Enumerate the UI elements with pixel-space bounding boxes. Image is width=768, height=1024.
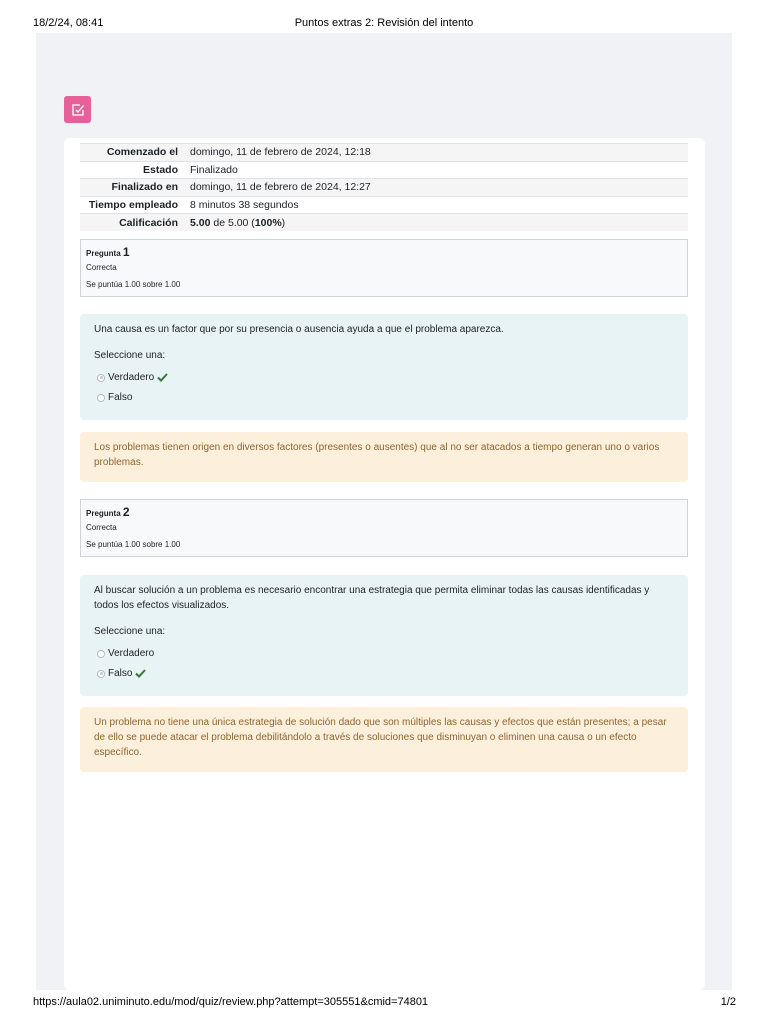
attempt-summary-table <box>80 143 688 231</box>
radio-button[interactable] <box>97 374 105 382</box>
feedback-text: Los problemas tienen origen en diversos factores (presentes o ausentes) que al no ser atacados a tiempo generan uno o varios problemas. <box>94 442 660 468</box>
summary-value: Finalizado <box>184 161 688 179</box>
general-feedback <box>80 432 688 482</box>
summary-label: Comenzado el <box>80 144 184 162</box>
summary-row <box>80 144 688 162</box>
grade-end: ) <box>281 216 286 229</box>
question-formulation <box>80 575 688 696</box>
answer-label: Verdadero <box>108 648 155 659</box>
question-number <box>86 245 130 259</box>
question-grade: Se puntúa 1.00 sobre 1.00 <box>86 540 181 549</box>
print-header <box>0 15 768 31</box>
summary-label: Estado <box>80 161 184 179</box>
answer-label: Verdadero <box>108 372 155 383</box>
page-number: 1/2 <box>720 996 736 1008</box>
feedback-text: Un problema no tiene una única estrategia de solución dado que son múltiples las causas y efectos que están presentes; a pesar de ello se puede atacar el problema debilitándolo a través de soluciones que disminuyan o eliminen una causa o un efecto específico. <box>94 717 667 758</box>
checkbox-edit-icon <box>71 103 85 117</box>
answer-label: Falso <box>108 668 133 679</box>
question-number-value: 1 <box>122 245 130 259</box>
grade-middle: de 5.00 ( <box>210 216 255 229</box>
document-title: Puntos extras 2: Revisión del intento <box>294 17 474 29</box>
summary-row <box>80 179 688 197</box>
answer-option-false[interactable] <box>97 668 146 679</box>
general-feedback <box>80 707 688 772</box>
question-state: Correcta <box>86 263 117 272</box>
summary-row <box>80 161 688 179</box>
question-state: Correcta <box>86 523 117 532</box>
summary-value: domingo, 11 de febrero de 2024, 12:18 <box>184 144 688 162</box>
answer-prompt: Seleccione una: <box>94 626 166 637</box>
radio-button[interactable] <box>97 394 105 402</box>
question-info <box>80 239 688 297</box>
radio-button[interactable] <box>97 670 105 678</box>
print-date: 18/2/24, 08:41 <box>33 17 104 29</box>
summary-label: Tiempo empleado <box>80 196 184 214</box>
summary-row-grade <box>80 214 688 231</box>
question-number <box>86 505 130 519</box>
summary-value: 8 minutos 38 segundos <box>184 196 688 214</box>
question-text: Al buscar solución a un problema es necesario encontrar una estrategia que permita eliminar todas las causas identificadas y todos los efectos visualizados. <box>94 585 650 611</box>
question-info <box>80 499 688 557</box>
quiz-icon <box>64 96 91 123</box>
check-icon <box>135 669 146 678</box>
summary-label: Finalizado en <box>80 179 184 197</box>
question-text: Una causa es un factor que por su presencia o ausencia ayuda a que el problema aparezca. <box>94 324 504 335</box>
answer-prompt: Seleccione una: <box>94 350 166 361</box>
answer-option-true[interactable] <box>97 372 168 383</box>
print-footer <box>0 995 768 1011</box>
answer-option-true[interactable] <box>97 648 154 659</box>
grade-value <box>184 214 688 231</box>
question-grade: Se puntúa 1.00 sobre 1.00 <box>86 280 181 289</box>
summary-row <box>80 196 688 214</box>
question-formulation <box>80 314 688 420</box>
page-url: https://aula02.uniminuto.edu/mod/quiz/review.php?attempt=305551&cmid=74801 <box>33 996 429 1008</box>
question-label: Pregunta <box>86 249 121 258</box>
radio-button[interactable] <box>97 650 105 658</box>
answer-option-false[interactable] <box>97 392 132 403</box>
question-label: Pregunta <box>86 509 121 518</box>
answer-label: Falso <box>108 392 133 403</box>
grade-score: 5.00 <box>190 216 211 229</box>
summary-label: Calificación <box>80 214 184 231</box>
check-icon <box>157 373 168 382</box>
question-number-value: 2 <box>122 505 130 519</box>
summary-value: domingo, 11 de febrero de 2024, 12:27 <box>184 179 688 197</box>
grade-percent: 100% <box>254 216 282 229</box>
